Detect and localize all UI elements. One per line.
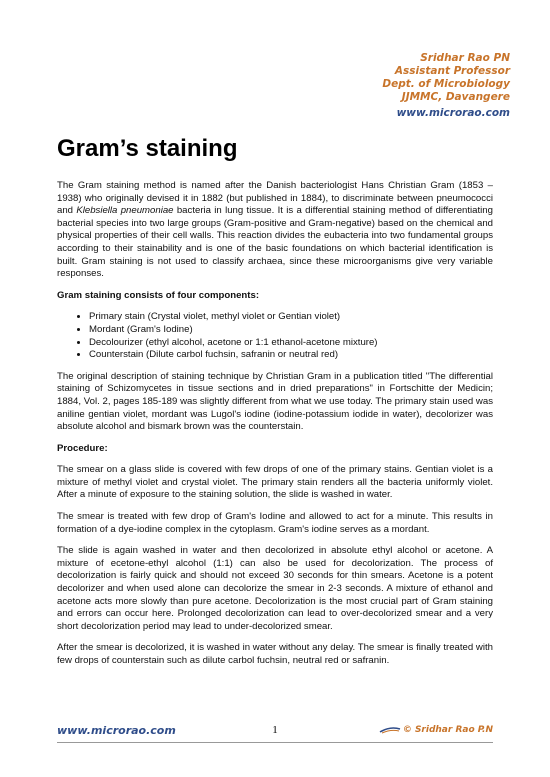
author-block	[382, 52, 510, 120]
procedure-heading: Procedure:	[57, 442, 108, 454]
procedure-paragraph: The slide is again washed in water and then decolorized in absolute ethyl alcohol or acetone. A mixture of ecetone-ethyl alcohol (1:1) can also be used for decolorization. The process of decolorization is fairly quick and should not exceed 30 seconds for thin smears. Acetone is a potent decolorizer and when used alone can decolorize the smear in 2-3 seconds. A mixture of ethanol and acetone acts more slowly than pure acetone. Decolorization is the most crucial part of Gram staining and errors can occur here. Prolonged decolorization can lead to over-decolorized smear and a very short decolorization period may lead to under-decolorized smear.	[57, 545, 493, 632]
footer-website: www.microrao.com	[57, 724, 176, 737]
list-item: • Counterstain (Dilute carbol fuchsin, safranin or neutral red)	[89, 349, 493, 362]
page-title: Gram’s staining	[57, 135, 238, 162]
author-department: Dept. of Microbiology	[382, 78, 510, 90]
intro-text-start: The Gram staining method is named after the Danish bacteriologist Hans Christian Gram (1853 – 1938) who originally devised it in 1882 (but published in 1884), to discriminate between pneumococci and	[57, 180, 493, 217]
species-name: Klebsiella pneumoniae	[76, 205, 174, 217]
swoosh-icon	[379, 726, 401, 734]
document-body	[57, 180, 493, 677]
intro-paragraph	[57, 180, 493, 281]
header-website: www.microrao.com	[396, 107, 510, 119]
intro-text-end: bacteria in lung tissue. It is a differential staining method of differentiating bacterial species into two large groups (Gram-positive and Gram-negative) based on the chemical and physical properties of their cell walls. This reaction divides the eubacteria into two fundamental groups according to their stainability and is one of the basic foundations on which bacterial identification is built. Gram staining is not used to classify archaea, since these microorganisms give very variable responses.	[57, 205, 493, 280]
footer-copyright: © Sridhar Rao P.N	[402, 725, 493, 735]
page-footer	[57, 724, 493, 743]
procedure-paragraph: The smear is treated with few drop of Gram's Iodine and allowed to act for a minute. This results in formation of a dye-iodine complex in the cytoplasm. Gram's iodine serves as a mordant.	[57, 511, 493, 535]
author-institution: JJMMC, Davangere	[401, 91, 510, 103]
footer-copyright-block	[379, 725, 493, 735]
page-number: 1	[272, 724, 278, 736]
list-item: • Mordant (Gram's Iodine)	[89, 324, 493, 337]
author-name: Sridhar Rao PN	[420, 52, 510, 64]
list-item: • Decolourizer (ethyl alcohol, acetone or 1:1 ethanol-acetone mixture)	[89, 337, 493, 350]
history-paragraph: The original description of staining technique by Christian Gram in a publication titled "The differential staining of Schizomycetes in tissue sections and in dried preparations" in Fortschitte der Medicin; 1884, Vol. 2, pages 185-189 was slightly different from what we use today. The primary stain used was aniline gentian violet, mordant was Lugol's iodine (iodine-potassium iodide in water), decolorizer was absolute alcohol and bismark brown was the counterstain.	[57, 370, 493, 433]
list-item: • Primary stain (Crystal violet, methyl violet or Gentian violet)	[89, 311, 493, 324]
procedure-paragraph: The smear on a glass slide is covered with few drops of one of the primary stains. Gentian violet is a mixture of methyl violet and crystal violet. The primary stain renders all the bacteria uniformly violet. After a minute of exposure to the staining solution, the slide is washed in water.	[57, 464, 493, 501]
components-heading: Gram staining consists of four components:	[57, 289, 260, 301]
procedure-paragraph: After the smear is decolorized, it is washed in water without any delay. The smear is finally treated with few drops of counterstain such as dilute carbol fuchsin, neutral red or safranin.	[57, 642, 493, 666]
author-position: Assistant Professor	[394, 65, 510, 77]
components-list	[57, 311, 493, 361]
